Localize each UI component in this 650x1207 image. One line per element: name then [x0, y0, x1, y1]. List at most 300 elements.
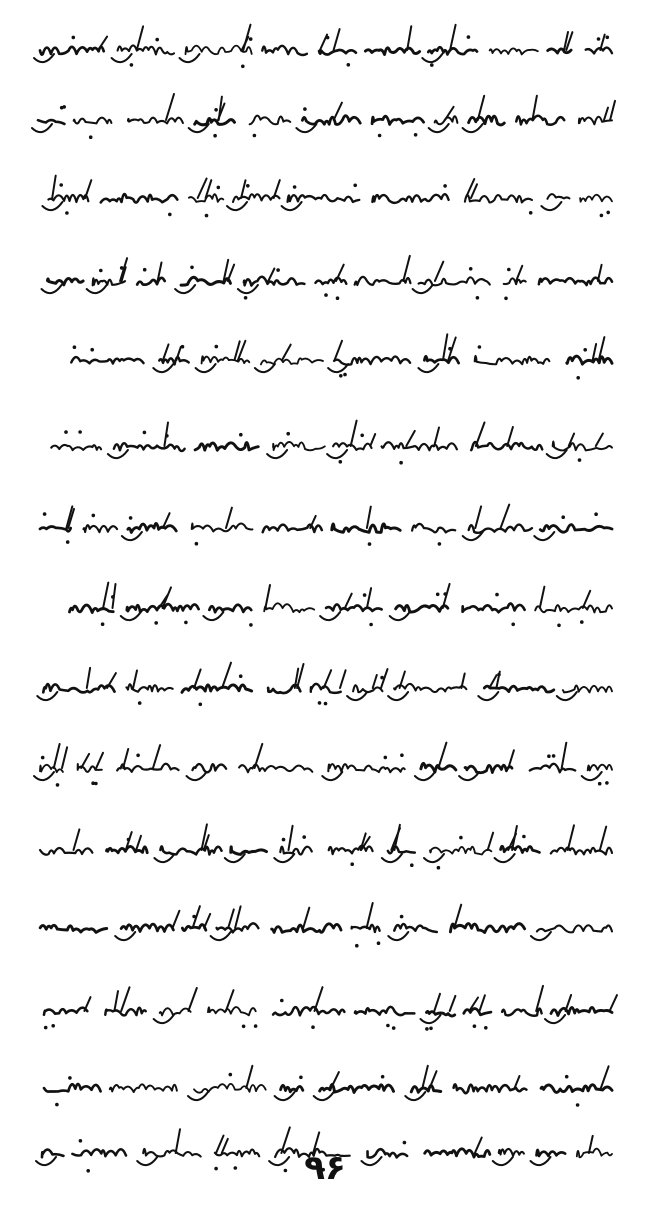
- descender-stroke: [429, 124, 449, 132]
- ascender-stroke: [52, 176, 56, 198]
- nuqta-dot: [448, 347, 452, 351]
- nuqta-dot: [343, 373, 347, 377]
- handwritten-word-stroke: [501, 846, 540, 852]
- descender-stroke: [388, 692, 408, 700]
- ascender-stroke: [265, 585, 270, 608]
- handwritten-word-stroke: [40, 765, 63, 772]
- ascender-stroke: [226, 508, 232, 528]
- nuqta-dot: [184, 621, 188, 625]
- ascender-stroke: [370, 434, 375, 446]
- handwritten-word-stroke: [315, 278, 346, 284]
- descender-stroke: [282, 202, 302, 210]
- nuqta-dot: [547, 754, 551, 758]
- handwritten-word-stroke: [250, 116, 291, 125]
- ascender-stroke: [507, 427, 513, 446]
- handwritten-word-stroke: [411, 1085, 440, 1092]
- ascender-stroke: [166, 94, 174, 120]
- nuqta-dot: [60, 106, 64, 110]
- nuqta-dot: [66, 540, 70, 544]
- handwritten-word-stroke: [233, 194, 280, 202]
- handwritten-word-stroke: [182, 685, 252, 692]
- descender-stroke: [37, 692, 57, 700]
- nuqta-dot: [504, 297, 508, 301]
- nuqta-dot: [215, 345, 219, 349]
- nuqta-dot: [78, 430, 82, 434]
- handwritten-word-stroke: [195, 443, 258, 451]
- nuqta-dot: [136, 754, 140, 758]
- handwritten-line: [70, 583, 613, 628]
- nuqta-dot: [244, 296, 248, 300]
- ascender-stroke: [324, 670, 331, 688]
- ascender-stroke: [303, 908, 309, 928]
- handwritten-word-stroke: [110, 1084, 177, 1092]
- nuqta-dot: [403, 1141, 407, 1145]
- handwritten-line: [42, 256, 613, 300]
- handwritten-word-stroke: [365, 48, 419, 55]
- nuqta-dot: [302, 835, 306, 839]
- descender-stroke: [347, 692, 367, 700]
- descender-stroke: [196, 364, 216, 372]
- ascender-stroke: [241, 180, 245, 198]
- handwritten-word-stroke: [193, 764, 227, 772]
- descender-stroke: [320, 612, 340, 620]
- nuqta-dot: [511, 623, 515, 627]
- nuqta-dot: [399, 461, 403, 465]
- handwritten-word-stroke: [537, 925, 612, 932]
- handwritten-word-stroke: [551, 1007, 612, 1015]
- ascender-stroke: [345, 594, 352, 608]
- ascender-stroke: [501, 505, 510, 528]
- handwritten-word-stroke: [217, 923, 259, 932]
- descender-stroke: [108, 450, 128, 458]
- descender-stroke: [87, 285, 107, 293]
- nuqta-dot: [436, 593, 440, 597]
- ascender-stroke: [62, 747, 67, 768]
- handwritten-word-stroke: [484, 686, 554, 692]
- handwritten-word-stroke: [192, 523, 253, 531]
- ascender-stroke: [568, 825, 574, 850]
- handwritten-word-stroke: [319, 50, 356, 55]
- ascender-stroke: [438, 743, 446, 768]
- handwritten-word-stroke: [504, 278, 526, 284]
- handwritten-line: [51, 421, 612, 465]
- ascender-stroke: [480, 995, 485, 1011]
- nuqta-dot: [578, 458, 582, 462]
- nuqta-dot: [324, 702, 328, 706]
- ascender-stroke: [476, 423, 485, 447]
- handwritten-word-stroke: [548, 49, 571, 53]
- descender-stroke: [424, 854, 444, 862]
- nuqta-dot: [101, 622, 105, 626]
- nuqta-dot: [120, 266, 124, 270]
- nuqta-dot: [56, 783, 60, 787]
- ascender-stroke: [54, 744, 60, 768]
- handwritten-word-stroke: [394, 684, 466, 692]
- ascender-stroke: [443, 334, 447, 360]
- ascender-stroke: [297, 664, 303, 688]
- ascender-stroke: [84, 997, 90, 1011]
- descender-stroke: [121, 612, 141, 620]
- ascender-stroke: [282, 345, 291, 360]
- handwritten-word-stroke: [553, 442, 612, 451]
- nuqta-dot: [363, 593, 367, 597]
- nuqta-dot: [495, 593, 499, 597]
- handwritten-word-stroke: [231, 847, 267, 855]
- nuqta-dot: [377, 941, 381, 945]
- descender-stroke: [42, 285, 62, 293]
- handwritten-word-stroke: [121, 924, 173, 931]
- nuqta-dot: [229, 1073, 233, 1077]
- ascender-stroke: [450, 996, 456, 1011]
- nuqta-dot: [299, 1076, 303, 1080]
- nuqta-dot: [91, 781, 95, 785]
- handwritten-word-stroke: [202, 356, 250, 363]
- handwritten-word-stroke: [48, 279, 84, 285]
- handwritten-word-stroke: [328, 764, 404, 772]
- ascender-stroke: [515, 1076, 520, 1088]
- descender-stroke: [322, 772, 342, 780]
- handwritten-line: [42, 176, 612, 218]
- handwritten-word-stroke: [43, 684, 114, 692]
- ascender-stroke: [516, 266, 522, 281]
- nuqta-dot: [249, 623, 253, 627]
- nuqta-dot: [437, 866, 441, 870]
- ascender-stroke: [194, 670, 201, 689]
- descender-stroke: [274, 854, 294, 862]
- handwritten-word-stroke: [355, 1007, 414, 1015]
- nuqta-dot: [73, 345, 77, 349]
- ascender-stroke: [536, 986, 543, 1011]
- nuqta-dot: [43, 512, 47, 516]
- nuqta-dot: [253, 134, 257, 138]
- nuqta-dot: [355, 944, 359, 948]
- ascender-stroke: [373, 675, 377, 688]
- handwritten-word-stroke: [539, 278, 612, 285]
- handwritten-word-stroke: [372, 116, 424, 124]
- nuqta-dot: [400, 753, 404, 757]
- descender-stroke: [211, 932, 231, 940]
- handwritten-word-stroke: [262, 46, 307, 55]
- nuqta-dot: [65, 211, 69, 215]
- ascender-stroke: [406, 431, 415, 446]
- descender-stroke: [541, 202, 561, 210]
- nuqta-dot: [583, 348, 587, 352]
- handwritten-word-stroke: [40, 47, 104, 55]
- nuqta-dot: [303, 107, 307, 111]
- handwritten-word-stroke: [38, 120, 64, 124]
- handwritten-word-stroke: [516, 116, 564, 125]
- handwritten-word-stroke: [463, 603, 525, 612]
- handwritten-word-stroke: [160, 1008, 191, 1015]
- nuqta-dot: [580, 620, 584, 624]
- handwritten-word-stroke: [264, 603, 314, 612]
- nuqta-dot: [64, 430, 68, 434]
- nuqta-dot: [280, 999, 284, 1003]
- descender-stroke: [32, 124, 52, 132]
- nuqta-dot: [293, 185, 297, 189]
- ascender-stroke: [407, 26, 411, 50]
- handwritten-word-stroke: [40, 848, 92, 855]
- ascender-stroke: [228, 909, 234, 928]
- handwritten-word-stroke: [567, 356, 612, 364]
- handwritten-word-stroke: [334, 357, 410, 365]
- nuqta-dot: [576, 376, 580, 380]
- nuqta-dot: [576, 1103, 580, 1107]
- handwritten-word-stroke: [44, 1084, 101, 1092]
- handwritten-word-stroke: [394, 924, 437, 932]
- handwritten-word-stroke: [382, 442, 457, 450]
- ascender-stroke: [600, 827, 606, 850]
- handwritten-word-stroke: [355, 277, 411, 285]
- handwritten-word-stroke: [273, 442, 325, 450]
- handwritten-word-stroke: [70, 605, 114, 612]
- handwritten-word-stroke: [261, 358, 323, 364]
- nuqta-dot: [154, 621, 158, 625]
- handwritten-word-stroke: [530, 764, 575, 773]
- nuqta-dot: [522, 835, 526, 839]
- handwritten-word-stroke: [430, 847, 491, 855]
- nuqta-dot: [459, 836, 463, 840]
- descender-stroke: [187, 772, 207, 780]
- nuqta-dot: [138, 701, 142, 705]
- nuqta-dot: [353, 184, 357, 188]
- ascender-stroke: [136, 836, 141, 850]
- descender-stroke: [255, 364, 275, 372]
- descender-stroke: [415, 772, 435, 780]
- handwritten-word-stroke: [48, 195, 88, 202]
- handwritten-word-stroke: [326, 604, 382, 611]
- nuqta-dot: [214, 108, 218, 112]
- handwritten-line: [34, 743, 612, 787]
- nuqta-dot: [190, 266, 194, 270]
- handwritten-word-stroke: [551, 848, 612, 855]
- descender-stroke: [582, 772, 602, 780]
- ascender-stroke: [435, 262, 443, 281]
- nuqta-dot: [286, 432, 290, 436]
- descender-stroke: [227, 202, 247, 210]
- nuqta-dot: [467, 35, 471, 39]
- descender-stroke: [382, 854, 402, 862]
- handwritten-word-stroke: [209, 605, 251, 612]
- ascender-stroke: [601, 1066, 609, 1088]
- ascender-stroke: [173, 911, 180, 928]
- handwritten-line: [40, 505, 612, 546]
- ascender-stroke: [235, 906, 241, 928]
- nuqta-dot: [386, 1024, 390, 1028]
- nuqta-dot: [92, 514, 96, 518]
- nuqta-dot: [59, 183, 63, 187]
- handwritten-word-stroke: [273, 1007, 344, 1015]
- ascender-stroke: [87, 668, 90, 688]
- nuqta-dot: [192, 915, 196, 919]
- handwritten-word-stroke: [195, 119, 235, 125]
- nuqta-dot: [368, 542, 372, 546]
- ascender-stroke: [137, 26, 143, 50]
- descender-stroke: [534, 532, 554, 540]
- ascender-stroke: [85, 180, 91, 198]
- nuqta-dot: [199, 703, 203, 707]
- handwritten-word-stroke: [469, 116, 505, 125]
- nuqta-dot: [600, 214, 604, 218]
- handwritten-word-stroke: [490, 48, 538, 54]
- descender-stroke: [545, 1015, 565, 1023]
- handwritten-word-stroke: [540, 525, 612, 533]
- nuqta-dot: [378, 134, 382, 138]
- nuqta-dot: [438, 542, 442, 546]
- descender-stroke: [422, 54, 442, 62]
- nuqta-dot: [155, 38, 159, 42]
- ascender-stroke: [475, 506, 481, 528]
- nuqta-dot: [507, 268, 511, 272]
- handwritten-word-stroke: [117, 764, 178, 772]
- handwritten-word-stroke: [272, 924, 341, 933]
- descender-stroke: [153, 364, 173, 372]
- handwritten-word-stroke: [128, 524, 176, 533]
- nuqta-dot: [384, 756, 388, 760]
- nuqta-dot: [473, 1024, 477, 1028]
- nuqta-dot: [99, 269, 103, 273]
- handwritten-word-stroke: [194, 1084, 266, 1093]
- descender-stroke: [478, 692, 498, 700]
- ascender-stroke: [268, 269, 274, 282]
- nuqta-dot: [414, 133, 418, 137]
- ascender-stroke: [598, 265, 602, 281]
- descender-stroke: [495, 854, 515, 862]
- nuqta-dot: [127, 838, 131, 842]
- nuqta-dot: [360, 434, 364, 438]
- nuqta-dot: [254, 1024, 258, 1028]
- handwritten-word-stroke: [333, 443, 371, 450]
- nuqta-dot: [318, 701, 322, 705]
- handwritten-word-stroke: [114, 443, 185, 451]
- nuqta-dot: [129, 516, 133, 520]
- handwritten-word-stroke: [464, 1009, 491, 1015]
- handwritten-word-stroke: [586, 48, 612, 54]
- nuqta-dot: [606, 36, 610, 40]
- nuqta-dot: [130, 63, 134, 67]
- nuqta-dot: [557, 624, 561, 628]
- nuqta-dot: [594, 512, 598, 516]
- ascender-stroke: [540, 587, 545, 608]
- nuqta-dot: [598, 782, 602, 786]
- nuqta-dot: [89, 135, 93, 139]
- handwritten-word-stroke: [352, 925, 380, 932]
- handwritten-line: [44, 986, 617, 1031]
- ascender-stroke: [562, 743, 567, 768]
- handwritten-line: [40, 824, 612, 869]
- ascender-stroke: [246, 1066, 252, 1088]
- ascender-stroke: [367, 588, 371, 608]
- nuqta-dot: [282, 838, 286, 842]
- handwritten-word-stroke: [281, 1085, 303, 1091]
- handwritten-word-stroke: [128, 118, 183, 124]
- nuqta-dot: [239, 433, 243, 437]
- nuqta-dot: [478, 345, 482, 349]
- nuqta-dot: [597, 37, 601, 41]
- ascender-stroke: [153, 745, 160, 768]
- nuqta-dot: [529, 211, 533, 215]
- handwritten-word-stroke: [372, 194, 448, 203]
- nuqta-dot: [606, 211, 610, 215]
- descender-stroke: [34, 772, 54, 780]
- nuqta-dot: [68, 1076, 72, 1080]
- handwritten-word-stroke: [353, 685, 382, 692]
- ascender-stroke: [604, 108, 608, 120]
- nuqta-dot: [336, 296, 340, 300]
- descender-stroke: [154, 1015, 174, 1023]
- nuqta-dot: [44, 1026, 48, 1030]
- ascender-stroke: [222, 663, 231, 688]
- handwritten-word-stroke: [244, 277, 305, 286]
- nuqta-dot: [381, 1075, 385, 1079]
- descender-stroke: [42, 202, 62, 210]
- ascender-stroke: [289, 826, 293, 850]
- ascender-stroke: [198, 179, 207, 199]
- handwritten-word-stroke: [412, 524, 455, 533]
- handwritten-word-stroke: [160, 846, 221, 854]
- ascender-stroke: [335, 341, 342, 360]
- nuqta-dot: [181, 345, 185, 349]
- ascender-stroke: [508, 750, 514, 768]
- ascender-stroke: [610, 995, 617, 1011]
- handwritten-word-stroke: [329, 846, 373, 854]
- nuqta-dot: [195, 542, 199, 546]
- ascender-stroke: [434, 428, 439, 447]
- handwritten-word-stroke: [428, 47, 477, 54]
- ascender-stroke: [367, 507, 371, 528]
- descender-stroke: [115, 932, 135, 940]
- descender-stroke: [327, 450, 347, 458]
- handwritten-line: [71, 334, 612, 379]
- nuqta-dot: [55, 1103, 59, 1107]
- ascender-stroke: [610, 101, 615, 120]
- ascender-stroke: [133, 671, 137, 689]
- handwritten-word-stroke: [288, 195, 360, 202]
- nuqta-dot: [41, 756, 45, 760]
- nuqta-dot: [605, 781, 609, 785]
- handwritten-word-stroke: [302, 116, 360, 125]
- nuqta-dot: [241, 65, 245, 69]
- ascender-stroke: [315, 987, 323, 1011]
- handwritten-word-stroke: [588, 765, 612, 771]
- ascender-stroke: [593, 344, 596, 360]
- nuqta-dot: [476, 296, 480, 300]
- nuqta-dot: [552, 754, 556, 758]
- descender-stroke: [413, 285, 433, 293]
- handwritten-word-stroke: [74, 118, 112, 124]
- nuqta-dot: [484, 1026, 488, 1030]
- descender-stroke: [421, 1015, 441, 1023]
- ascender-stroke: [596, 434, 603, 447]
- ascender-stroke: [204, 914, 210, 928]
- handwritten-word-stroke: [450, 924, 524, 933]
- nuqta-dot: [311, 1025, 315, 1029]
- nuqta-dot: [165, 434, 169, 438]
- ascender-stroke: [228, 265, 234, 281]
- nuqta-dot: [497, 673, 501, 677]
- nuqta-dot: [443, 592, 447, 596]
- handwritten-word-stroke: [475, 356, 550, 364]
- handwritten-word-stroke: [535, 605, 612, 612]
- ascender-stroke: [488, 833, 493, 850]
- handwritten-word-stroke: [44, 1008, 87, 1015]
- ascender-stroke: [123, 749, 128, 768]
- nuqta-dot: [369, 623, 373, 627]
- ascender-stroke: [81, 754, 89, 768]
- handwritten-word-stroke: [51, 445, 101, 450]
- ascender-stroke: [114, 991, 118, 1011]
- nuqta-dot: [561, 515, 565, 519]
